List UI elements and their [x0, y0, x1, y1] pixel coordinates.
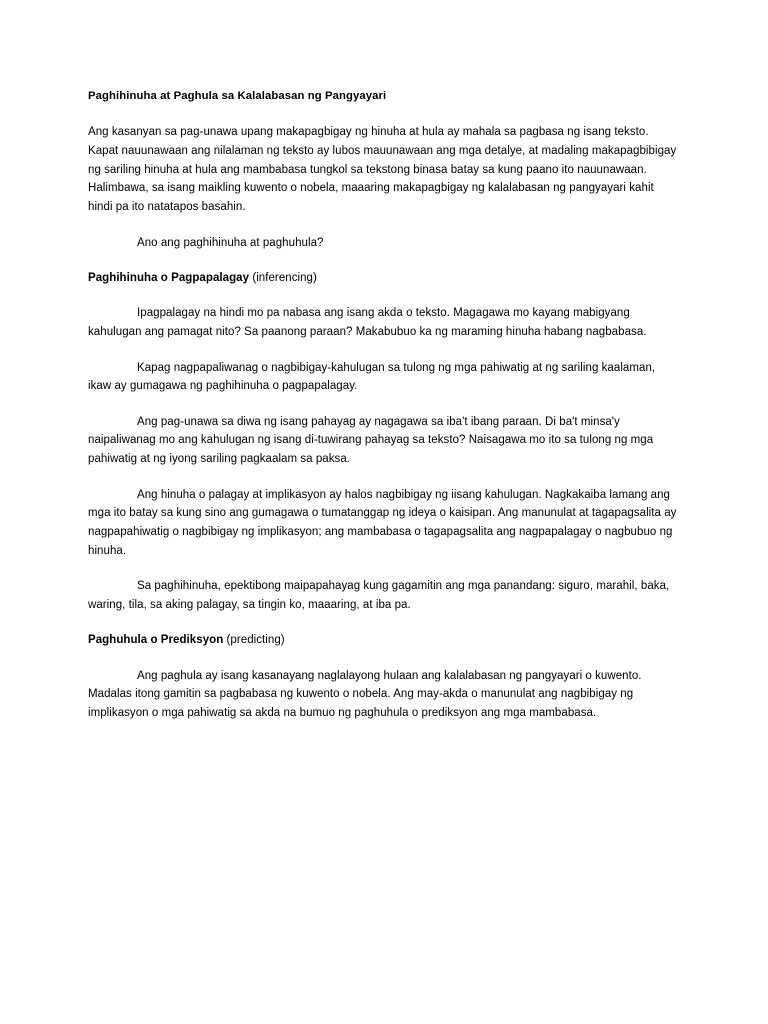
- intro-paragraph: Ang kasanyan sa pag-unawa upang makapagbigay ng hinuha at hula ay mahala sa pagbasa ng isang teksto. Kapat nauunawaan ang nilalaman ng teksto ay lubos mauunawaan ang mga detalye, at madaling makapagbibigay ng sariling hinuha at hula ang mambabasa tungkol sa tekstong binasa batay sa kung paano ito nauunawaan. Halimbawa, sa isang maikling kuwento o nobela, maaaring makapagbigay ng kalalabasan ng pangyayari kahit hindi pa ito natatapos basahin.: [88, 126, 677, 213]
- section-heading-predicting-plain: (predicting): [226, 634, 285, 647]
- inferencing-paragraph-3: Ang pag-unawa sa diwa ng isang pahayag ay nagagawa sa iba't ibang paraan. Di ba't minsa'y naipaliwanag mo ang kahulugan ng isang di-tuwirang pahayag sa teksto? Naisagawa mo ito sa tulong ng mga pahiwatig at ng iyong sariling pagkaalam sa paksa.: [88, 415, 654, 466]
- inferencing-paragraph-4: Ang hinuha o palagay at implikasyon ay halos nagbibigay ng iisang kahulugan. Nagkakaiba lamang ang mga ito batay sa kung sino ang gumagawa o tumatanggap ng ideya o kaisipan. Ang manunulat at tagapagsalita ay nagpapahiwatig o nagbibigay ng implikasyon; ang mambabasa o tagapagsalita ang nagpapalagay o nagbubuo ng hinuha.: [88, 488, 677, 557]
- guide-question: Ano ang paghihinuha at paghuhula?: [137, 236, 324, 249]
- predicting-paragraph-1: Ang paghula ay isang kasanayang naglalayong hulaan ang kalalabasan ng pangyayari o kuwento. Madalas itong gamitin sa pagbabasa ng kuwento o nobela. Ang may-akda o manunulat ang nagbibigay ng implikasyon o mga pahiwatig sa akda na bumuo ng paghuhula o prediksyon ang mga mambabasa.: [88, 669, 642, 720]
- inferencing-paragraph-1: Ipagpalagay na hindi mo pa nabasa ang isang akda o teksto. Magagawa mo kayang mabigyang kahulugan ang pamagat nito? Sa paanong paraan? Makabubuo ka ng maraming hinuha habang nagbabasa.: [88, 307, 647, 338]
- section-heading-predicting: [88, 631, 680, 649]
- section-heading-inferencing: [88, 269, 680, 287]
- document-body: [88, 88, 680, 740]
- section-heading-inferencing-plain: (inferencing): [252, 271, 317, 284]
- inferencing-paragraph-5: Sa paghihinuha, epektibong maipapahayag kung gagamitin ang mga panandang: siguro, marahil, baka, waring, tila, sa aking palagay, sa tingin ko, maaaring, at iba pa.: [88, 580, 670, 611]
- inferencing-paragraph-2: Kapag nagpapaliwanag o nagbibigay-kahulugan sa tulong ng mga pahiwatig at ng sariling kaalaman, ikaw ay gumagawa ng paghihinuha o pagpapalagay.: [88, 361, 656, 393]
- section-heading-predicting-bold: Paghuhula o Prediksyon: [88, 634, 224, 647]
- section-heading-inferencing-bold: Paghihinuha o Pagpapalagay: [88, 271, 250, 284]
- document-title: Paghihinuha at Paghula sa Kalalabasan ng Pangyayari: [88, 90, 387, 102]
